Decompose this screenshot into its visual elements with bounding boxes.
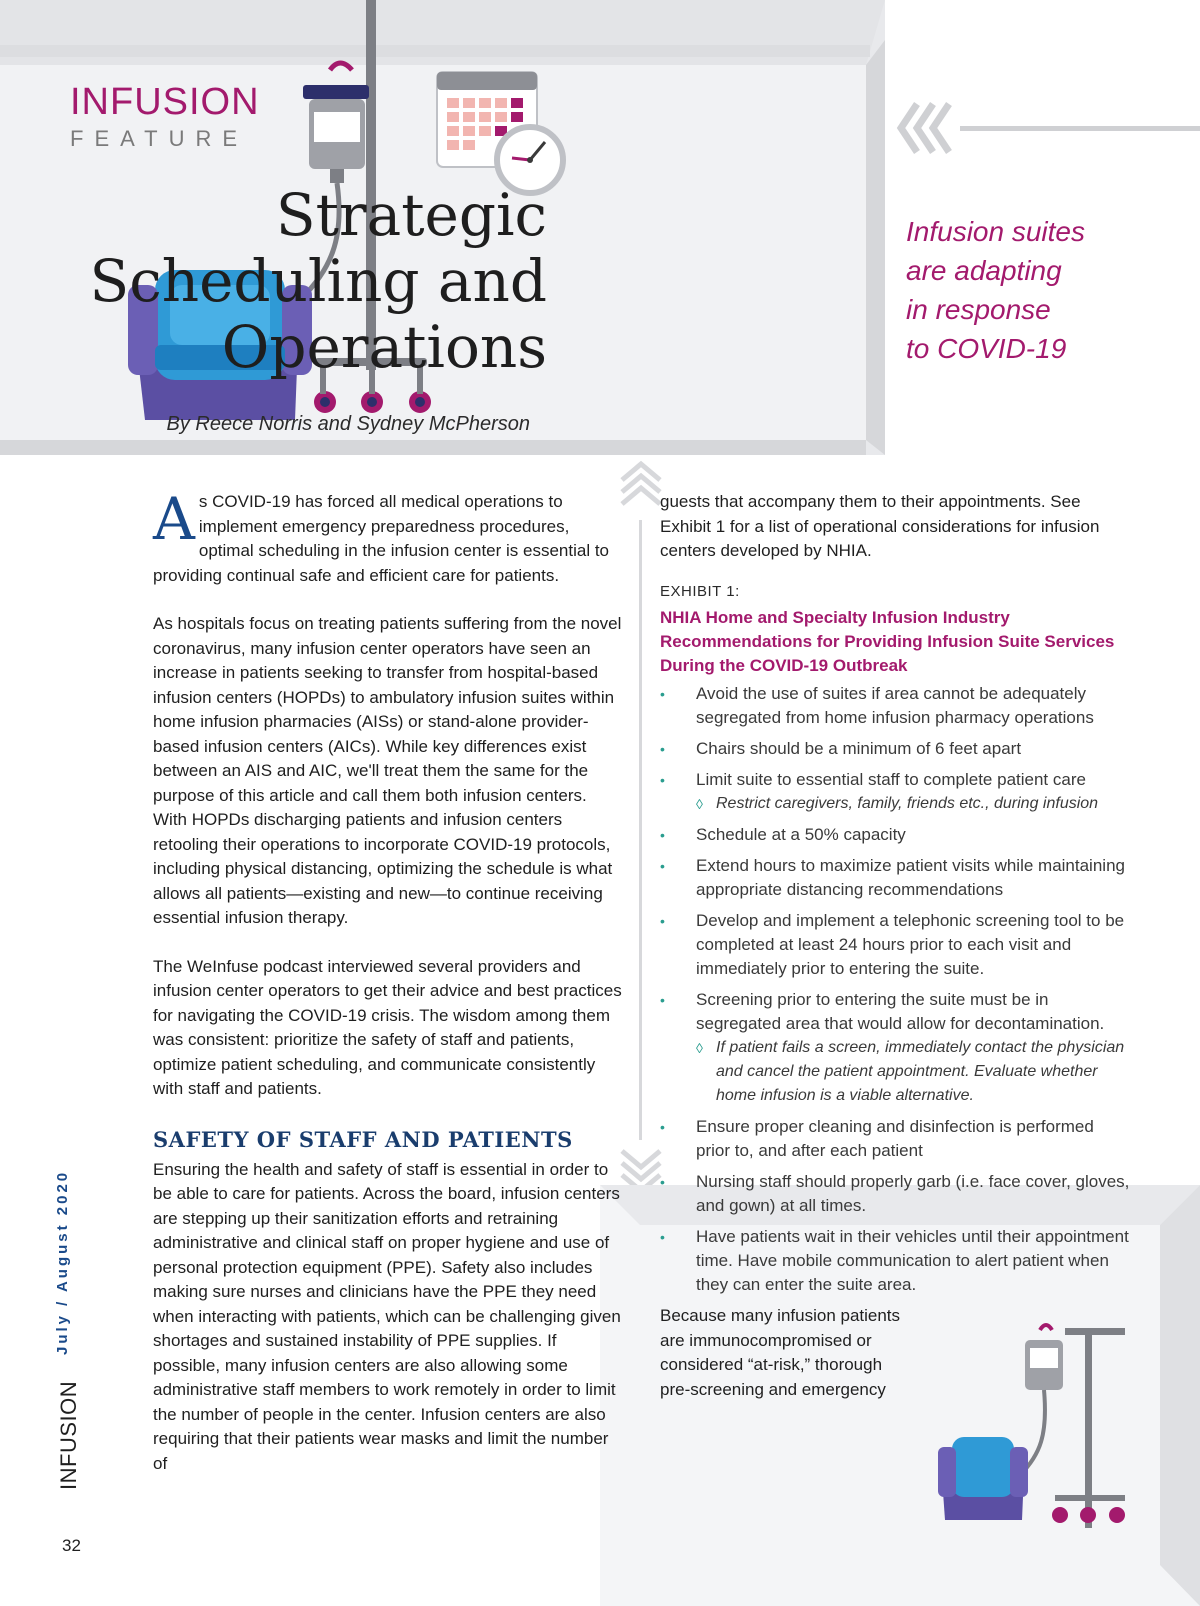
recommendation-text: Develop and implement a telephonic screening tool to be completed at least 24 hours prior to each visit and immediately prior to entering the suite. — [696, 911, 1125, 978]
subitem-text: If patient fails a screen, immediately contact the physician and cancel the patient appointment. Evaluate whether home infusion is a viable alternative. — [716, 1039, 1125, 1104]
recommendation-text: Avoid the use of suites if area cannot be adequately segregated from home infusion pharmacy operations — [696, 684, 1094, 727]
recommendation-text: Have patients wait in their vehicles until their appointment time. Have mobile communication to alert patient when they can enter the suite area. — [696, 1227, 1129, 1294]
chevron-left-icon — [895, 100, 965, 158]
recommendation-item — [660, 1115, 1130, 1163]
article-column-left — [153, 485, 625, 1500]
recommendation-item — [660, 1225, 1130, 1297]
section-heading: SAFETY OF STAFF AND PATIENTS — [153, 1126, 573, 1152]
subtitle-line: in response — [906, 294, 1051, 325]
exhibit-label: EXHIBIT 1: — [660, 582, 740, 600]
recommendation-subitem — [696, 1036, 1130, 1108]
bullet-icon: • — [660, 1174, 665, 1190]
magazine-brand — [70, 82, 260, 152]
subtitle-line: Infusion suites — [906, 216, 1085, 247]
bullet-icon: • — [660, 741, 665, 757]
recommendations-list — [660, 682, 1130, 1297]
section-label: FEATURE — [70, 126, 249, 151]
recommendation-item — [660, 988, 1130, 1108]
recommendation-text: Schedule at a 50% capacity — [696, 825, 906, 844]
recommendation-text: Limit suite to essential staff to complete patient care — [696, 770, 1086, 789]
recommendation-text: Screening prior to entering the suite must be in segregated area that would allow for decontamination. — [696, 990, 1105, 1033]
recommendation-item — [660, 1170, 1130, 1218]
room-wall — [866, 40, 885, 455]
footer-logo: INFUSION — [56, 1380, 81, 1490]
recommendation-item — [660, 909, 1130, 981]
recommendation-text: Ensure proper cleaning and disinfection is performed prior to, and after each patient — [696, 1117, 1094, 1160]
room-beam — [0, 45, 870, 57]
bullet-icon: • — [660, 1229, 665, 1245]
infusion-chair-small-icon — [938, 1437, 1028, 1520]
byline: By Reece Norris and Sydney McPherson — [166, 413, 530, 435]
subtitle-line: are adapting — [906, 255, 1062, 286]
recommendation-item — [660, 823, 1130, 847]
body-paragraph: Ensuring the health and safety of staff is essential in order to be able to care for patients. Across the board, infusion centers are stepping up their sanitization efforts and retraining administrative and clinical staff on proper hygiene and use of personal protection equipment (PPE). Safety also includes making sure nurses and clinicians have the PPE they need when interacting with patients, which can be challenging given shortages and sustained instability of PPE supplies. If possible, many infusion centers are also allowing some administrative staff members to work remotely in order to limit the number of people in the center. Infusion centers are also requiring that their patients wear masks and limit the number of — [153, 1159, 621, 1473]
bullet-icon: • — [660, 686, 665, 702]
intro-text: s COVID-19 has forced all medical operations to implement emergency preparedness procedures, optimal scheduling in the infusion center is essential to providing continual safe and efficient care for patients. — [153, 492, 610, 585]
intro-paragraph — [153, 485, 625, 588]
deco-line — [960, 126, 1200, 131]
recommendation-item — [660, 682, 1130, 730]
exhibit-title: NHIA Home and Specialty Infusion Industry Recommendations for Providing Infusion Suite Services During the COVID-19 Outbreak — [660, 608, 1115, 675]
body-paragraph: As hospitals focus on treating patients suffering from the novel coronavirus, many infusion center operators have seen an increase in patients seeking to transfer from hospital-based infusion centers (HOPDs) to ambulatory infusion suites within home infusion pharmacies (AISs) or stand-alone provider-based infusion centers (AICs). While key differences exist between an AIS and AIC, we'll treat them the same for the purpose of this article and call them both infusion centers. With HOPDs discharging patients and infusion centers retooling their operations to incorporate COVID-19 protocols, including physical distancing, optimizing the schedule is what allows all patients—existing and new—to continue receiving essential infusion therapy. — [153, 614, 622, 927]
title-line: Operations — [221, 313, 547, 381]
bullet-icon: • — [660, 858, 665, 874]
bullet-icon: • — [660, 913, 665, 929]
bullet-icon: • — [660, 1119, 665, 1135]
subtitle-line: to COVID-19 — [906, 333, 1067, 364]
title-line: Scheduling and — [89, 247, 547, 315]
drop-cap: A — [153, 485, 195, 553]
title-line: Strategic — [275, 181, 547, 249]
brand-logo: INFUSION — [70, 81, 260, 123]
room-floor — [0, 440, 866, 455]
recommendation-item — [660, 768, 1130, 816]
recommendation-text: Chairs should be a minimum of 6 feet apart — [696, 739, 1022, 758]
bullet-icon: • — [660, 827, 665, 843]
article-column-right — [660, 490, 1130, 1402]
subitem-text: Restrict caregivers, family, friends etc., during infusion — [716, 795, 1099, 812]
recommendation-subitem — [696, 792, 1130, 816]
issue-date: July / August 2020 — [54, 1169, 71, 1355]
recommendation-item — [660, 854, 1130, 902]
page-number: 32 — [62, 1536, 81, 1555]
recommendation-text: Nursing staff should properly garb (i.e. face cover, gloves, and gown) at all times. — [696, 1172, 1130, 1215]
recommendation-text: Extend hours to maximize patient visits while maintaining appropriate distancing recommendations — [696, 856, 1125, 899]
hero-banner — [0, 0, 885, 455]
bullet-icon: • — [660, 992, 665, 1008]
closing-paragraph: Because many infusion patients are immunocompromised or considered “at-risk,” thorough pre-screening and emergency — [660, 1306, 901, 1399]
diamond-icon: ◊ — [696, 1040, 703, 1056]
article-title — [90, 182, 547, 380]
column-divider — [639, 520, 642, 1140]
recommendation-item — [660, 737, 1130, 761]
bullet-icon: • — [660, 772, 665, 788]
article-subtitle — [906, 212, 1156, 368]
body-paragraph: The WeInfuse podcast interviewed several providers and infusion center operators to get their advice and best practices for navigating the COVID-19 crisis. The wisdom among them was consistent: prioritize the safety of staff and patients, optimize patient scheduling, and communicate consistently with staff and patients. — [153, 956, 622, 1098]
body-paragraph: guests that accompany them to their appointments. See Exhibit 1 for a list of operational considerations for infusion centers developed by NHIA. — [660, 492, 1100, 560]
diamond-icon: ◊ — [696, 796, 703, 812]
